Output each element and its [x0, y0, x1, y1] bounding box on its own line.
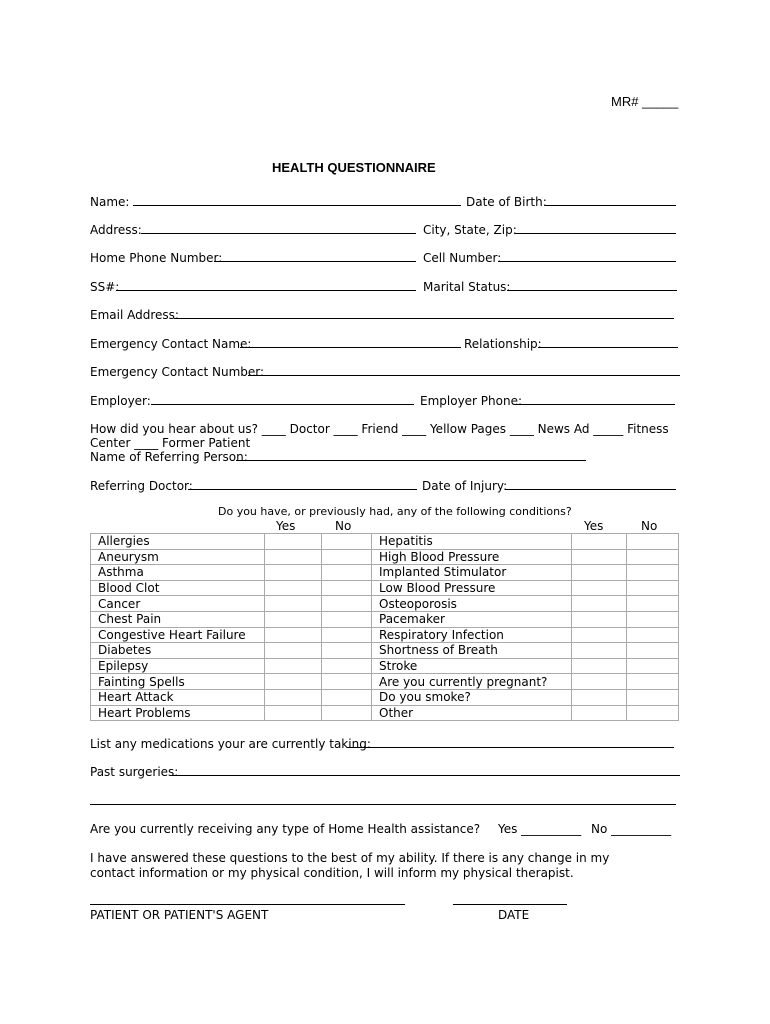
condition-label: Allergies: [91, 534, 265, 550]
home-phone-field[interactable]: [214, 261, 416, 262]
condition-yes-cell[interactable]: [572, 674, 627, 690]
condition-no-cell[interactable]: [322, 596, 372, 612]
condition-label: Respiratory Infection: [372, 627, 572, 643]
condition-no-cell[interactable]: [627, 611, 679, 627]
condition-yes-cell[interactable]: [265, 549, 322, 565]
marital-status-field[interactable]: [507, 290, 677, 291]
name-label: Name:: [90, 195, 130, 209]
attestation-statement: I have answered these questions to the best of my ability. If there is any change in my contact information or my physical condition, I will inform my physical therapist.: [90, 851, 610, 880]
condition-yes-cell[interactable]: [265, 596, 322, 612]
condition-yes-cell[interactable]: [572, 627, 627, 643]
condition-no-cell[interactable]: [627, 565, 679, 581]
condition-no-cell[interactable]: [322, 705, 372, 721]
condition-no-cell[interactable]: [627, 580, 679, 596]
table-row: [91, 611, 679, 627]
referring-person-label: Name of Referring Person:: [90, 450, 248, 464]
medications-field[interactable]: [347, 747, 674, 748]
condition-no-cell[interactable]: [627, 643, 679, 659]
dob-label: Date of Birth:: [466, 195, 547, 209]
relationship-field[interactable]: [538, 347, 678, 348]
employer-phone-field[interactable]: [516, 404, 675, 405]
email-field[interactable]: [174, 318, 674, 319]
past-surgeries-field-line2[interactable]: [90, 804, 676, 805]
condition-no-cell[interactable]: [627, 674, 679, 690]
condition-no-cell[interactable]: [322, 627, 372, 643]
table-row: [91, 534, 679, 550]
condition-label: Other: [372, 705, 572, 721]
conditions-question: Do you have, or previously had, any of the following conditions?: [218, 505, 572, 518]
condition-yes-cell[interactable]: [265, 611, 322, 627]
address-field[interactable]: [141, 233, 416, 234]
condition-yes-cell[interactable]: [572, 611, 627, 627]
condition-yes-cell[interactable]: [265, 565, 322, 581]
condition-yes-cell[interactable]: [265, 689, 322, 705]
condition-yes-cell[interactable]: [265, 674, 322, 690]
table-row: [91, 565, 679, 581]
table-row: [91, 643, 679, 659]
cell-number-field[interactable]: [498, 261, 676, 262]
condition-label: Pacemaker: [372, 611, 572, 627]
condition-no-cell[interactable]: [322, 643, 372, 659]
condition-no-cell[interactable]: [627, 596, 679, 612]
referral-source-line1: How did you hear about us? ____ Doctor ____ Friend ____ Yellow Pages ____ News Ad _____ Fitness: [90, 422, 669, 436]
condition-yes-cell[interactable]: [265, 658, 322, 674]
condition-label: Epilepsy: [91, 658, 265, 674]
condition-label: Low Blood Pressure: [372, 580, 572, 596]
home-health-no[interactable]: No __________: [591, 822, 672, 836]
condition-no-cell[interactable]: [627, 549, 679, 565]
referring-doctor-label: Referring Doctor:: [90, 479, 193, 493]
condition-yes-cell[interactable]: [265, 705, 322, 721]
condition-label: Congestive Heart Failure: [91, 627, 265, 643]
conditions-yes-header-right: Yes: [584, 519, 604, 533]
condition-label: Aneurysm: [91, 549, 265, 565]
city-state-zip-label: City, State, Zip:: [423, 223, 517, 237]
dob-field[interactable]: [545, 205, 676, 206]
condition-label: Asthma: [91, 565, 265, 581]
table-row: [91, 580, 679, 596]
condition-label: Heart Attack: [91, 689, 265, 705]
condition-no-cell[interactable]: [627, 627, 679, 643]
condition-label: Are you currently pregnant?: [372, 674, 572, 690]
mr-number-label: MR# _____: [611, 94, 679, 109]
cell-number-label: Cell Number:: [423, 251, 502, 265]
emergency-contact-name-field[interactable]: [240, 347, 461, 348]
condition-label: Osteoporosis: [372, 596, 572, 612]
referring-person-field[interactable]: [236, 460, 586, 461]
condition-yes-cell[interactable]: [572, 565, 627, 581]
marital-status-label: Marital Status:: [423, 280, 511, 294]
referral-source-line2: Center ____ Former Patient: [90, 436, 251, 450]
date-signature-line[interactable]: [453, 904, 567, 905]
condition-label: Chest Pain: [91, 611, 265, 627]
condition-yes-cell[interactable]: [572, 643, 627, 659]
condition-no-cell[interactable]: [322, 565, 372, 581]
table-row: [91, 596, 679, 612]
past-surgeries-label: Past surgeries:: [90, 765, 179, 779]
condition-label: High Blood Pressure: [372, 549, 572, 565]
condition-label: Do you smoke?: [372, 689, 572, 705]
city-state-zip-field[interactable]: [515, 233, 676, 234]
page-title: HEALTH QUESTIONNAIRE: [272, 160, 436, 175]
condition-yes-cell[interactable]: [572, 534, 627, 550]
patient-agent-label: PATIENT OR PATIENT'S AGENT: [90, 908, 269, 922]
condition-label: Blood Clot: [91, 580, 265, 596]
condition-yes-cell[interactable]: [572, 580, 627, 596]
condition-yes-cell[interactable]: [572, 549, 627, 565]
conditions-yes-header-left: Yes: [276, 519, 296, 533]
home-health-question: Are you currently receiving any type of Home Health assistance?: [90, 822, 481, 836]
table-row: [91, 689, 679, 705]
condition-yes-cell[interactable]: [572, 689, 627, 705]
table-row: [91, 705, 679, 721]
condition-yes-cell[interactable]: [265, 580, 322, 596]
employer-phone-label: Employer Phone:: [420, 394, 523, 408]
condition-label: Cancer: [91, 596, 265, 612]
ssn-field[interactable]: [116, 290, 416, 291]
table-row: [91, 549, 679, 565]
condition-no-cell[interactable]: [322, 674, 372, 690]
condition-yes-cell[interactable]: [265, 643, 322, 659]
condition-yes-cell[interactable]: [265, 627, 322, 643]
condition-no-cell[interactable]: [322, 611, 372, 627]
condition-no-cell[interactable]: [322, 549, 372, 565]
table-row: [91, 627, 679, 643]
email-label: Email Address:: [90, 308, 179, 322]
emergency-contact-name-label: Emergency Contact Name:: [90, 337, 252, 351]
ssn-label: SS#:: [90, 280, 120, 294]
date-label: DATE: [498, 908, 530, 922]
table-row: [91, 658, 679, 674]
emergency-contact-number-field[interactable]: [248, 375, 680, 376]
condition-yes-cell[interactable]: [265, 534, 322, 550]
signature-line[interactable]: [90, 904, 405, 905]
condition-no-cell[interactable]: [627, 689, 679, 705]
home-phone-label: Home Phone Number:: [90, 251, 223, 265]
conditions-no-header-right: No: [641, 519, 658, 533]
conditions-no-header-left: No: [335, 519, 352, 533]
condition-label: Shortness of Breath: [372, 643, 572, 659]
condition-label: Fainting Spells: [91, 674, 265, 690]
condition-yes-cell[interactable]: [572, 596, 627, 612]
condition-no-cell[interactable]: [322, 534, 372, 550]
condition-yes-cell[interactable]: [572, 658, 627, 674]
condition-no-cell[interactable]: [627, 534, 679, 550]
condition-label: Diabetes: [91, 643, 265, 659]
condition-label: Stroke: [372, 658, 572, 674]
condition-label: Hepatitis: [372, 534, 572, 550]
condition-label: Heart Problems: [91, 705, 265, 721]
relationship-label: Relationship:: [464, 337, 542, 351]
past-surgeries-field[interactable]: [172, 775, 680, 776]
condition-no-cell[interactable]: [322, 658, 372, 674]
referring-doctor-field[interactable]: [188, 489, 417, 490]
emergency-contact-number-label: Emergency Contact Number:: [90, 365, 265, 379]
condition-yes-cell[interactable]: [572, 705, 627, 721]
address-label: Address:: [90, 223, 142, 237]
medications-label: List any medications your are currently taking:: [90, 737, 371, 751]
condition-label: Implanted Stimulator: [372, 565, 572, 581]
condition-no-cell[interactable]: [627, 658, 679, 674]
conditions-table: [90, 533, 679, 721]
date-of-injury-field[interactable]: [505, 489, 676, 490]
date-of-injury-label: Date of Injury:: [422, 479, 508, 493]
table-row: [91, 674, 679, 690]
condition-no-cell[interactable]: [322, 689, 372, 705]
name-field[interactable]: [133, 205, 461, 206]
employer-field[interactable]: [151, 404, 414, 405]
employer-label: Employer:: [90, 394, 151, 408]
home-health-yes[interactable]: Yes __________: [498, 822, 582, 836]
condition-no-cell[interactable]: [322, 580, 372, 596]
condition-no-cell[interactable]: [627, 705, 679, 721]
